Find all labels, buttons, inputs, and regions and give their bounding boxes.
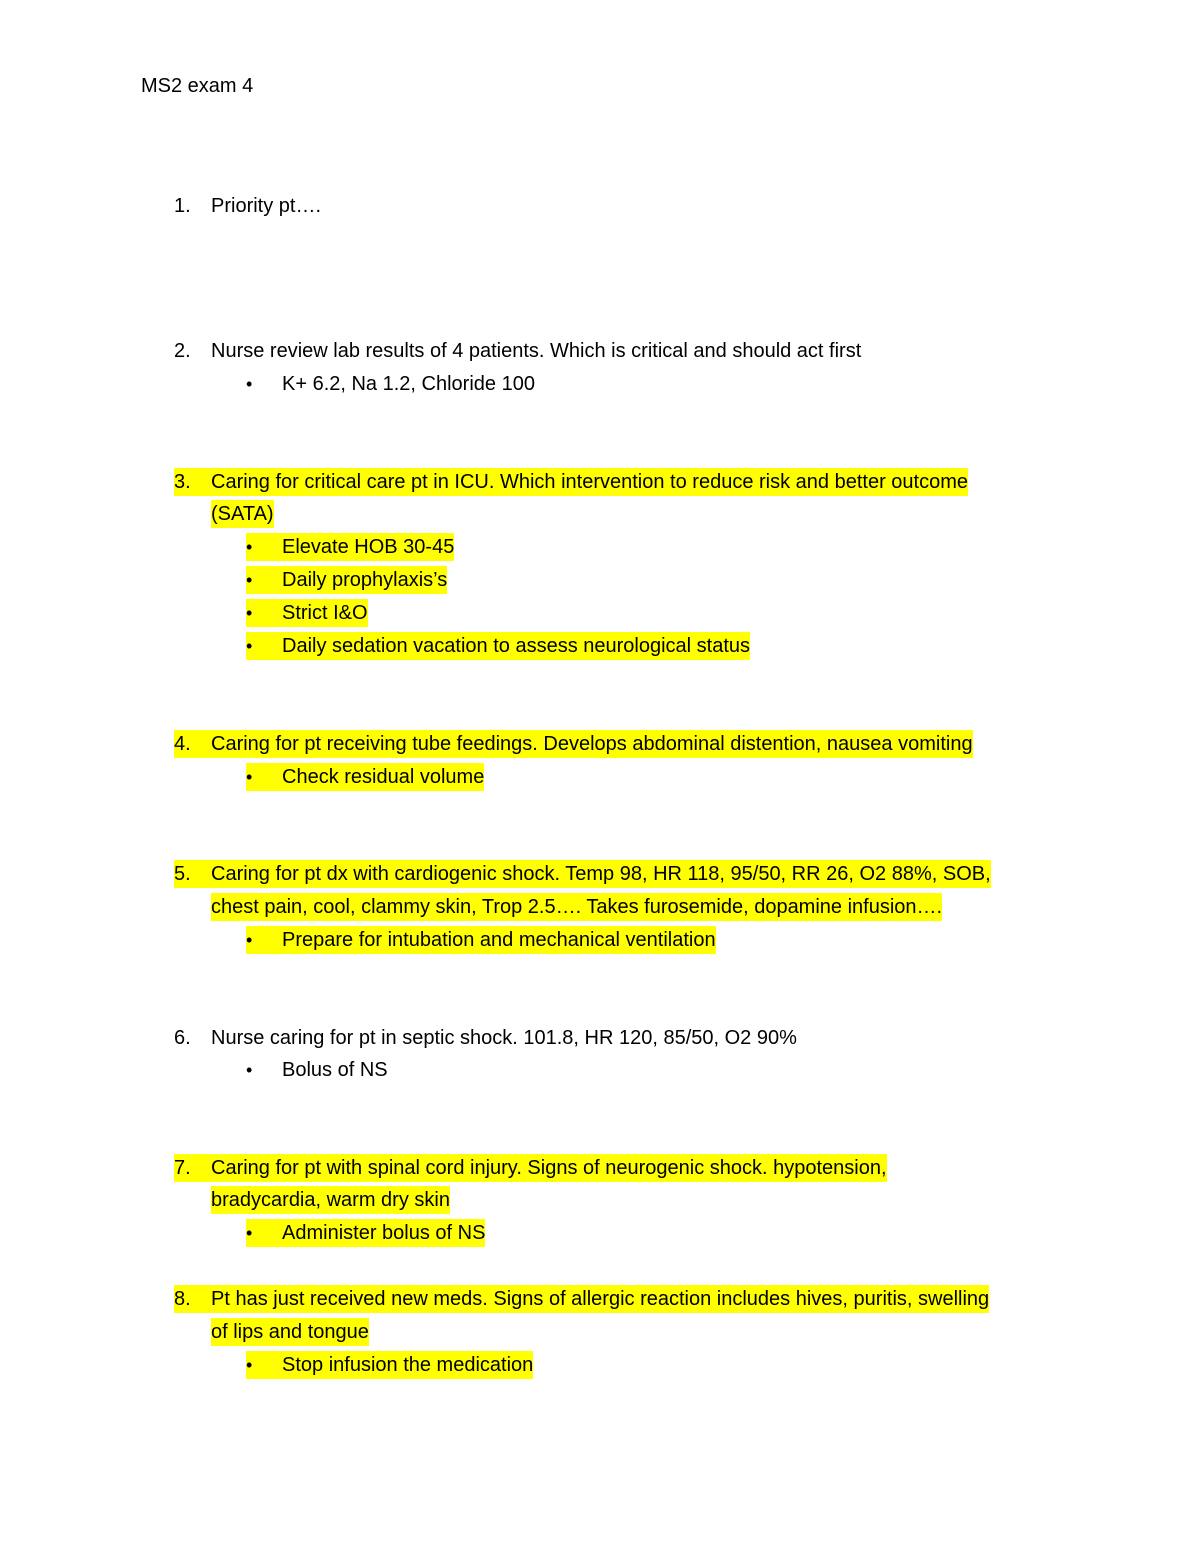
answer-text: K+ 6.2, Na 1.2, Chloride 100 bbox=[282, 373, 535, 395]
question-6-text: Nurse caring for pt in septic shock. 101.8, HR 120, 85/50, O2 90% bbox=[211, 1027, 797, 1049]
question-6-number: 6. bbox=[174, 1027, 191, 1049]
question-3-number: 3. bbox=[174, 468, 212, 496]
question-7-text-continued: bradycardia, warm dry skin bbox=[211, 1186, 450, 1214]
bullet-icon: • bbox=[246, 566, 282, 594]
bullet-icon: • bbox=[246, 632, 282, 660]
question-8-text-continued: of lips and tongue bbox=[211, 1318, 369, 1346]
answer-text: Daily prophylaxis’s bbox=[282, 566, 447, 594]
question-1-text: Priority pt…. bbox=[211, 195, 322, 217]
question-7-number: 7. bbox=[174, 1154, 212, 1182]
question-8-text: Pt has just received new meds. Signs of allergic reaction includes hives, puritis, swelling bbox=[211, 1285, 989, 1313]
bullet-icon: • bbox=[246, 599, 282, 627]
question-4-number: 4. bbox=[174, 730, 212, 758]
question-4-text: Caring for pt receiving tube feedings. Develops abdominal distention, nausea vomiting bbox=[211, 730, 973, 758]
question-5-text-continued: chest pain, cool, clammy skin, Trop 2.5…. Takes furosemide, dopamine infusion…. bbox=[211, 893, 942, 921]
answer-text: Administer bolus of NS bbox=[282, 1219, 485, 1247]
question-3-text: Caring for critical care pt in ICU. Which intervention to reduce risk and better outcome bbox=[211, 468, 968, 496]
bullet-icon: • bbox=[246, 926, 282, 954]
question-3-text-continued: (SATA) bbox=[211, 500, 274, 528]
bullet-icon: • bbox=[246, 533, 282, 561]
question-5-number: 5. bbox=[174, 860, 212, 888]
bullet-icon: • bbox=[246, 1219, 282, 1247]
answer-text: Daily sedation vacation to assess neurological status bbox=[282, 632, 750, 660]
answer-text: Prepare for intubation and mechanical ventilation bbox=[282, 926, 716, 954]
bullet-icon: • bbox=[246, 763, 282, 791]
question-8-number: 8. bbox=[174, 1285, 212, 1313]
bullet-icon: • bbox=[246, 374, 253, 394]
answer-text: Strict I&O bbox=[282, 599, 368, 627]
document-title: MS2 exam 4 bbox=[141, 75, 254, 97]
question-5-text: Caring for pt dx with cardiogenic shock. Temp 98, HR 118, 95/50, RR 26, O2 88%, SOB, bbox=[211, 860, 991, 888]
answer-text: Bolus of NS bbox=[282, 1059, 388, 1081]
answer-text: Stop infusion the medication bbox=[282, 1351, 533, 1379]
question-2-number: 2. bbox=[174, 340, 191, 362]
question-1-number: 1. bbox=[174, 195, 191, 217]
answer-text: Check residual volume bbox=[282, 763, 484, 791]
bullet-icon: • bbox=[246, 1351, 282, 1379]
answer-text: Elevate HOB 30-45 bbox=[282, 533, 454, 561]
question-2-text: Nurse review lab results of 4 patients. Which is critical and should act first bbox=[211, 340, 862, 362]
question-7-text: Caring for pt with spinal cord injury. Signs of neurogenic shock. hypotension, bbox=[211, 1154, 887, 1182]
bullet-icon: • bbox=[246, 1060, 253, 1080]
